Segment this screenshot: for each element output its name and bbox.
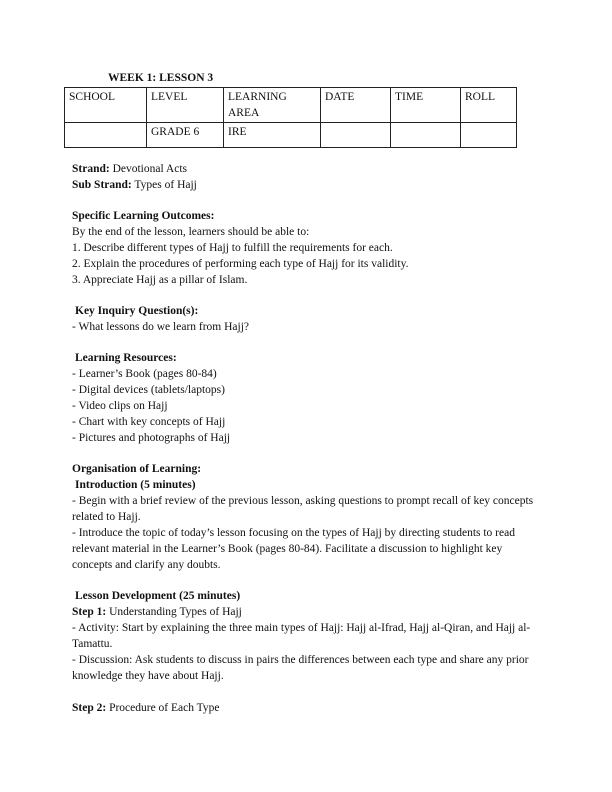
resource-item: - Learner’s Book (pages 80-84) [72,368,217,380]
sub-strand-value: Types of Hajj [131,179,197,191]
step1-item: - Discussion: Ask students to discuss in pairs the differences between each type and share any prior knowledge they have about Hajj. [72,654,529,682]
outcomes-intro: By the end of the lesson, learners should be able to: [72,226,310,238]
inquiry-title: Key Inquiry Question(s): [75,305,199,317]
resources-title: Learning Resources: [75,352,177,364]
outcome-item: 3. Appreciate Hajj as a pillar of Islam. [72,274,248,286]
lesson-heading: WEEK 1: LESSON 3 [108,72,214,84]
inquiry-item: - What lessons do we learn from Hajj? [72,321,250,333]
header-school: SCHOOL [65,88,147,123]
development-section [72,588,542,716]
header-roll: ROLL [461,88,517,123]
resource-item: - Chart with key concepts of Hajj [72,416,226,428]
outcome-item: 1. Describe different types of Hajj to fulfill the requirements for each. [72,242,393,254]
introduction-item: - Introduce the topic of today’s lesson focusing on the types of Hajj by directing students to read relevant material in the Learner’s Book (pages 80-84). Facilitate a discussion to highlight key concepts and clarify any doubts. [72,527,515,571]
step1-value: Understanding Types of Hajj [106,606,242,618]
organisation-title: Organisation of Learning: [72,463,202,475]
sub-strand-label: Sub Strand: [72,179,132,191]
introduction-item: - Begin with a brief review of the previous lesson, asking questions to prompt recall of key concepts related to Hajj. [72,495,534,523]
outcomes-section [72,208,542,288]
outcome-item: 2. Explain the procedures of performing each type of Hajj for its validity. [72,258,409,270]
step2-value: Procedure of Each Type [106,702,220,714]
cell-learning-area: IRE [224,123,321,148]
strand-value: Devotional Acts [109,163,187,175]
outcomes-title: Specific Learning Outcomes: [72,210,215,222]
lesson-info-table [64,87,517,148]
header-level: LEVEL [147,88,224,123]
header-learning-area: LEARNING AREA [224,88,321,123]
strand-section [72,161,542,193]
cell-level: GRADE 6 [147,123,224,148]
cell-roll [461,123,517,148]
header-date: DATE [321,88,391,123]
organisation-section [72,461,542,573]
cell-date [321,123,391,148]
cell-time [391,123,461,148]
inquiry-section [72,303,545,335]
step1-label: Step 1: [72,606,107,618]
strand-label: Strand: [72,163,110,175]
header-time: TIME [391,88,461,123]
resource-item: - Pictures and photographs of Hajj [72,432,231,444]
step2-label: Step 2: [72,702,107,714]
resources-section [72,350,545,446]
development-title: Lesson Development (25 minutes) [75,590,241,602]
resource-item: - Digital devices (tablets/laptops) [72,384,225,396]
introduction-title: Introduction (5 minutes) [75,479,196,491]
cell-school [65,123,147,148]
step1-item: - Activity: Start by explaining the three main types of Hajj: Hajj al-Ifrad, Hajj al-Qiran, and Hajj al-Tamattu. [72,622,531,650]
resource-item: - Video clips on Hajj [72,400,168,412]
